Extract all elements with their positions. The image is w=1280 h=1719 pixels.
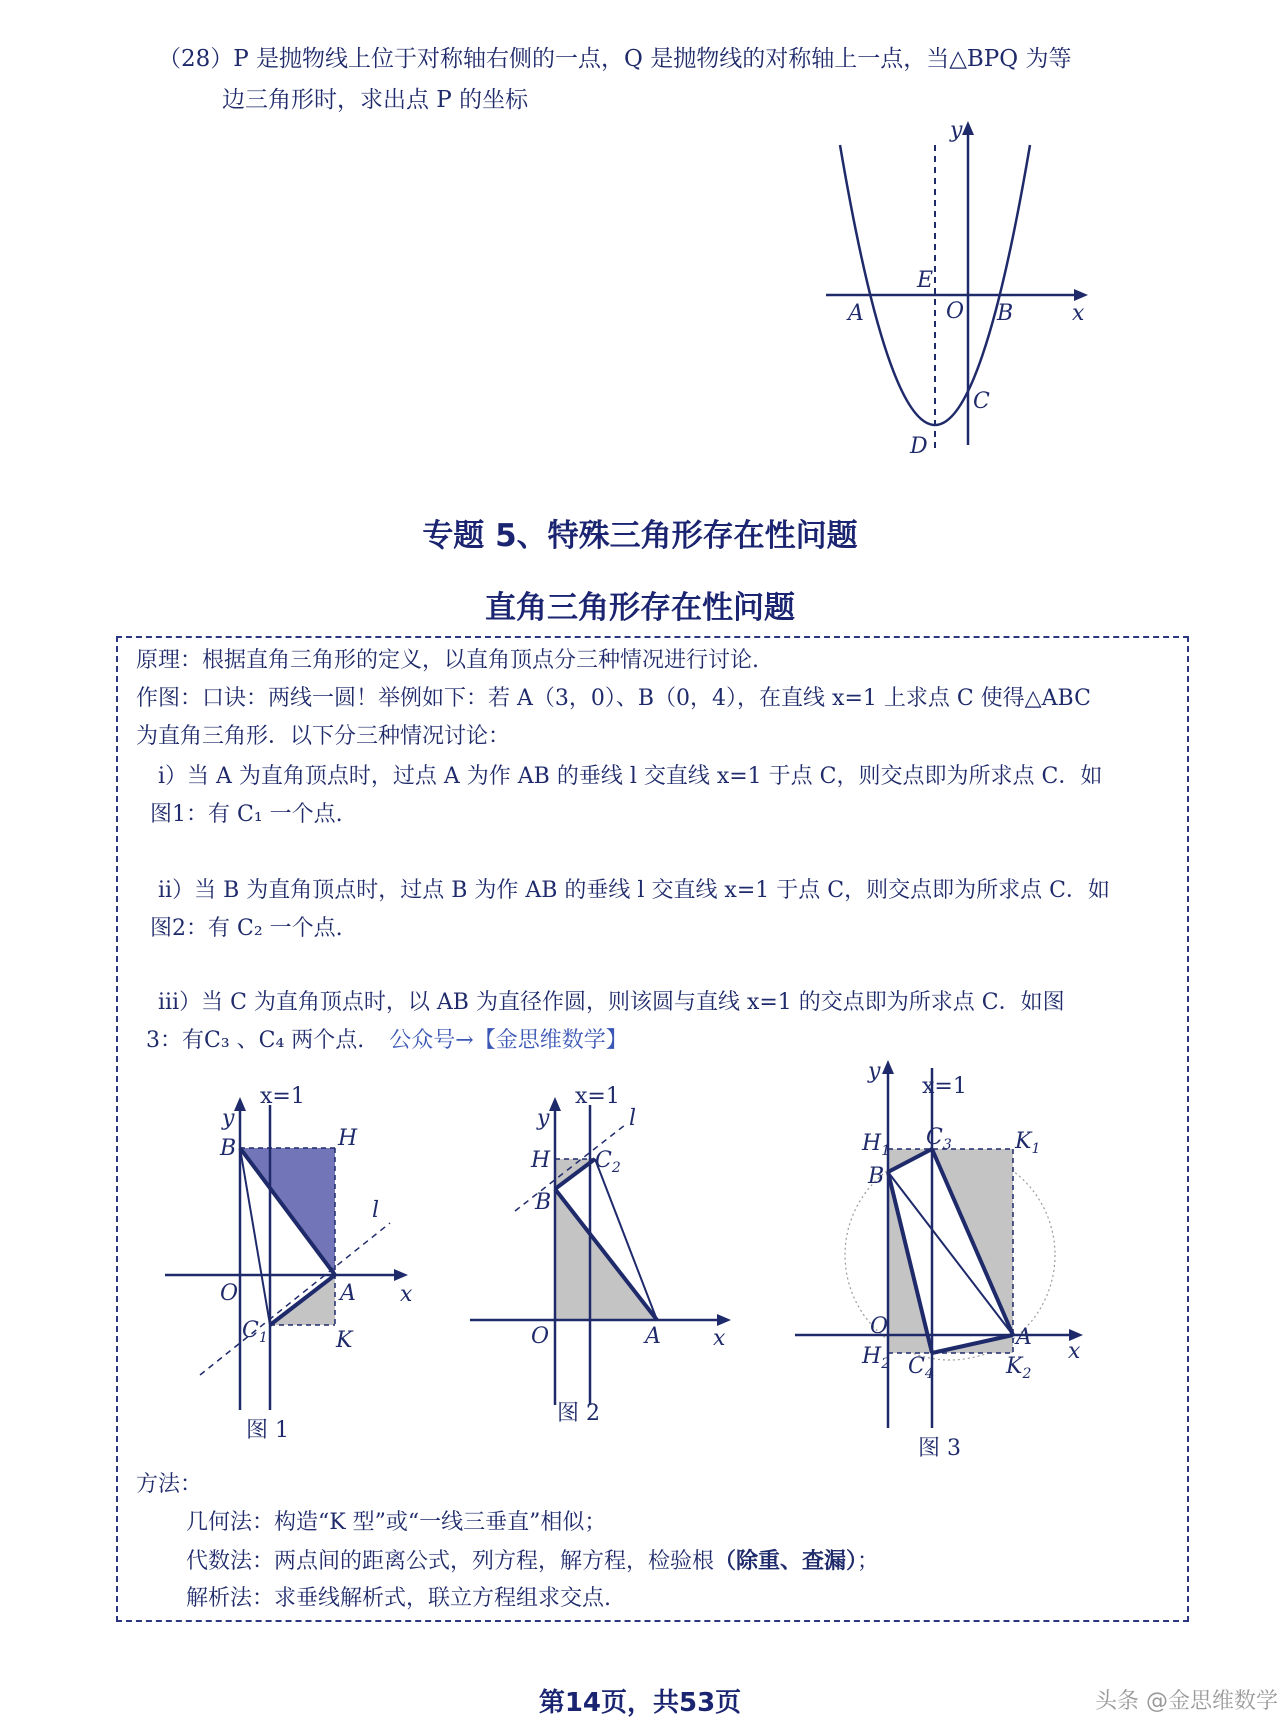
method-algebra — [186, 1546, 879, 1578]
method-algebra-end: ； — [857, 1549, 880, 1574]
fig1-caption: 图 1 — [246, 1418, 289, 1443]
fig2-label-H: H — [531, 1148, 551, 1173]
fig2-x-arrow — [717, 1314, 731, 1326]
page-footer: 第14页，共53页 — [538, 1688, 742, 1718]
case3-line-2-text: 3：有C₃ 、C₄ 两个点. — [146, 1028, 365, 1053]
watermark: 头条 @金思维数学 — [1095, 1689, 1278, 1714]
fig1-label-l: l — [372, 1198, 380, 1223]
fig1-label-y: y — [222, 1106, 235, 1131]
method-algebra-text: 代数法：两点间的距离公式，列方程，解方程，检验根 — [186, 1549, 715, 1574]
label-A: A — [848, 301, 864, 326]
fig1-label-C1: $C_1$ — [242, 1318, 268, 1346]
case2-line-1: ⅱ）当 B 为直角顶点时，过点 B 为作 AB 的垂线 l 交直线 x=1 于点 C，则交点即为所求点 C．如 — [158, 878, 1110, 903]
case3-line-1: ⅲ）当 C 为直角顶点时，以 AB 为直径作圆，则该圆与直线 x=1 的交点即为所求点 C．如图 — [158, 990, 1065, 1015]
fig1-x-arrow — [394, 1269, 408, 1281]
drawing-text-1: 作图：口诀：两线一圆！举例如下：若 A（3，0）、B（0，4），在直线 x=1 上求点 C 使得△ABC — [136, 686, 1091, 711]
x-axis-arrow — [1074, 289, 1088, 301]
fig3-label-K2: $K_2$ — [1006, 1354, 1032, 1382]
fig1-y-arrow — [234, 1097, 246, 1111]
label-E: E — [917, 268, 934, 293]
y-axis-arrow — [962, 121, 974, 135]
fig3-label-x: x — [1068, 1339, 1081, 1364]
method-title: 方法： — [136, 1472, 203, 1497]
problem-line-2: 边三角形时，求出点 P 的坐标 — [222, 87, 529, 113]
fig2-label-C2: $C_2$ — [595, 1148, 621, 1176]
fig2-caption: 图 2 — [557, 1401, 600, 1426]
case3-line-2 — [146, 1026, 628, 1057]
label-y: y — [950, 118, 963, 143]
fig3-label-B: B — [868, 1164, 885, 1189]
label-D: D — [910, 434, 928, 459]
figure-1 — [160, 1075, 430, 1450]
fig3-y-arrow — [882, 1060, 894, 1074]
drawing-text-2: 为直角三角形．以下分三种情况讨论： — [136, 724, 511, 749]
fig3-label-y: y — [868, 1059, 881, 1084]
fig1-label-B: B — [220, 1136, 237, 1161]
label-x: x — [1072, 301, 1085, 326]
fig2-label-x1: x=1 — [575, 1084, 620, 1109]
fig1-label-K: K — [336, 1328, 353, 1353]
public-account-text: 公众号→【金思维数学】 — [389, 1028, 628, 1053]
principle-text: 原理：根据直角三角形的定义，以直角顶点分三种情况进行讨论. — [136, 648, 759, 673]
fig2-label-O: O — [531, 1324, 550, 1349]
fig3-label-H2: $H_2$ — [862, 1344, 891, 1372]
fig1-label-x1: x=1 — [260, 1084, 305, 1109]
label-B: B — [997, 301, 1014, 326]
fig2-label-y: y — [537, 1106, 550, 1131]
case1-line-1: ⅰ）当 A 为直角顶点时，过点 A 为作 AB 的垂线 l 交直线 x=1 于点 C，则交点即为所求点 C．如 — [158, 764, 1103, 789]
section-heading: 直角三角形存在性问题 — [485, 590, 795, 626]
figure-3 — [790, 1048, 1090, 1468]
fig1-label-O: O — [220, 1281, 239, 1306]
fig1-label-A: A — [340, 1281, 356, 1306]
fig3-label-H1: $H_1$ — [862, 1131, 891, 1159]
case1-line-2: 图1：有 C₁ 一个点. — [150, 802, 343, 827]
fig3-label-C4: $C_4$ — [908, 1354, 934, 1382]
parabola-figure — [800, 115, 1100, 470]
method-analytic: 解析法：求垂线解析式，联立方程组求交点. — [186, 1586, 611, 1611]
problem-line-1: （28）P 是抛物线上位于对称轴右侧的一点，Q 是抛物线的对称轴上一点，当△BPQ 为等 — [158, 46, 1072, 72]
fig3-label-O: O — [870, 1314, 889, 1339]
fig3-label-K1: $K_1$ — [1015, 1129, 1041, 1157]
method-algebra-bold: （除重、查漏） — [714, 1548, 858, 1574]
method-geometry: 几何法：构造“K 型”或“一线三垂直”相似； — [186, 1510, 607, 1535]
fig1-label-x: x — [400, 1282, 413, 1307]
figure-2 — [465, 1075, 745, 1435]
fig2-label-x: x — [713, 1326, 726, 1351]
topic-heading: 专题 5、特殊三角形存在性问题 — [422, 518, 858, 554]
label-C: C — [973, 389, 990, 414]
fig2-label-B: B — [535, 1190, 552, 1215]
fig3-label-A: A — [1016, 1325, 1032, 1350]
fig2-label-A: A — [645, 1324, 661, 1349]
label-O: O — [946, 299, 965, 324]
fig2-y-arrow — [549, 1097, 561, 1111]
fig3-label-x1: x=1 — [922, 1074, 967, 1099]
fig3-label-C3: $C_3$ — [926, 1125, 952, 1153]
fig2-label-l: l — [629, 1106, 637, 1131]
fig1-label-H: H — [338, 1126, 358, 1151]
parabola-curve — [840, 145, 1030, 425]
case2-line-2: 图2：有 C₂ 一个点. — [150, 916, 343, 941]
fig3-caption: 图 3 — [918, 1436, 961, 1461]
